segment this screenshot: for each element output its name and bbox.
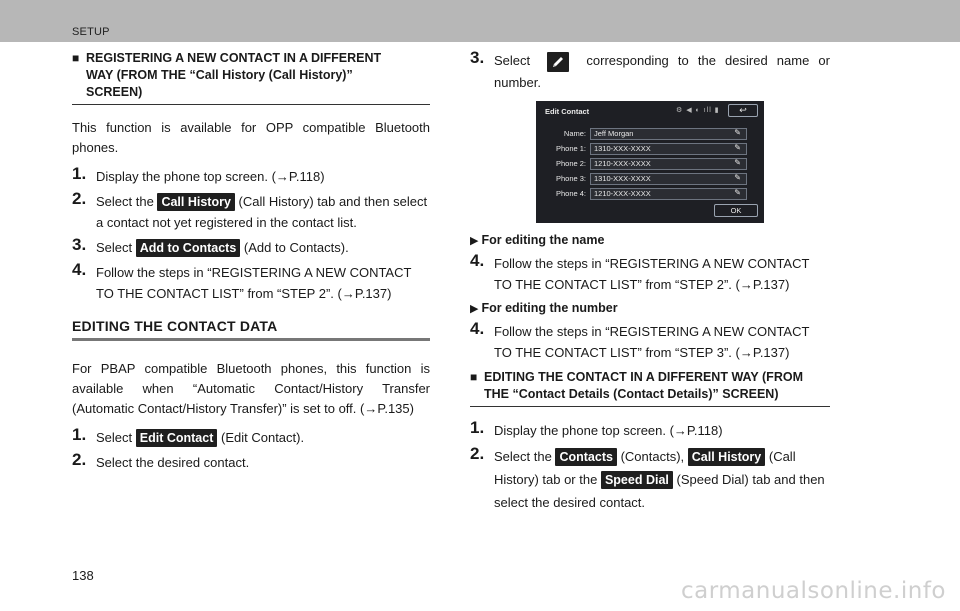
number-subhead: ▶ For editing the number: [470, 300, 618, 315]
header-bar: [0, 0, 960, 42]
page-number: 138: [72, 568, 94, 583]
step-a2: 2. Select the Call History (Call History) tab and then select a contact not yet registered in the contact list.: [72, 189, 428, 230]
subheading-edit-from-details: ■ EDITING THE CONTACT IN A DIFFERENT WAY (FROM THE “Contact Details (Contact Details)” SCREEN): [470, 369, 830, 407]
intro-paragraph: This function is available for OPP compatible Bluetooth phones.: [72, 120, 430, 155]
step-a3: 3. Select Add to Contacts (Add to Contacts).: [72, 235, 349, 255]
contacts-button-label: Contacts: [555, 448, 616, 466]
step-b1: 1. Select Edit Contact (Edit Contact).: [72, 425, 305, 445]
edit-pencil-icon[interactable]: ✎: [734, 187, 741, 197]
step-a1: 1. Display the phone top screen. (→P.118): [72, 164, 325, 184]
screen-row-phone4[interactable]: Phone 4: 1210-XXX-XXXX ✎: [544, 188, 744, 200]
edit-pencil-icon[interactable]: ✎: [734, 172, 741, 182]
right-column: [470, 50, 830, 518]
call-history-button-label: Call History: [157, 193, 234, 211]
edit-pencil-icon[interactable]: ✎: [734, 142, 741, 152]
step-a4: 4. Follow the steps in “REGISTERING A NEW CONTACT TO THE CONTACT LIST” from “STEP 2”. (→P.137): [72, 260, 412, 301]
screen-row-name[interactable]: Name: Jeff Morgan ✎: [544, 128, 744, 140]
status-icons: ⚙ ◀ ◐ ıll ▮: [676, 106, 720, 114]
call-history-button-label: Call History: [688, 448, 765, 466]
left-column: [72, 50, 430, 477]
triangle-right-icon: ▶: [470, 234, 479, 247]
screen-row-phone3[interactable]: Phone 3: 1310-XXX-XXXX ✎: [544, 173, 744, 185]
ok-button[interactable]: OK: [714, 204, 758, 217]
edit-contact-button-label: Edit Contact: [136, 429, 218, 447]
step-r4-name: 4. Follow the steps in “REGISTERING A NEW CONTACT TO THE CONTACT LIST” from “STEP 2”. (→P.137): [470, 250, 810, 292]
screen-title: Edit Contact: [545, 106, 590, 116]
step-c1: 1. Display the phone top screen. (→P.118): [470, 417, 723, 438]
step-r3: 3. Select corresponding to the desired name or number.: [470, 48, 830, 90]
section-label: SETUP: [72, 26, 110, 38]
pencil-icon: [547, 52, 569, 72]
edit-contact-screen: [536, 101, 764, 223]
add-to-contacts-button-label: Add to Contacts: [136, 239, 241, 257]
speed-dial-button-label: Speed Dial: [601, 471, 673, 489]
name-subhead: ▶ For editing the name: [470, 232, 605, 247]
square-bullet-icon: ■: [72, 51, 80, 65]
edit-pencil-icon[interactable]: ✎: [734, 127, 741, 137]
screen-row-phone2[interactable]: Phone 2: 1210-XXX-XXXX ✎: [544, 158, 744, 170]
square-bullet-icon: ■: [470, 369, 478, 384]
back-icon[interactable]: ↩: [728, 104, 758, 117]
triangle-right-icon: ▶: [470, 302, 479, 315]
section-intro: For PBAP compatible Bluetooth phones, this function is available when “Automatic Contact/History Transfer (Automatic Contact/History Transfer)” is set to off. (→P.135): [72, 361, 430, 416]
subheading-register-from-history: ■ REGISTERING A NEW CONTACT IN A DIFFERENT WAY (FROM THE “Call History (Call History)” SCREEN): [72, 50, 430, 105]
watermark: carmanualsonline.info: [680, 578, 946, 604]
step-b2: 2. Select the desired contact.: [72, 450, 250, 470]
step-r4-number: 4. Follow the steps in “REGISTERING A NEW CONTACT TO THE CONTACT LIST” from “STEP 3”. (→P.137): [470, 318, 810, 360]
section-title: EDITING THE CONTACT DATA: [72, 318, 430, 341]
step-c2: 2. Select the Contacts (Contacts), Call History (Call History) tab or the Speed Dial (Speed Dial) tab and then select the desired contact.: [470, 443, 825, 510]
edit-pencil-icon[interactable]: ✎: [734, 157, 741, 167]
screen-row-phone1[interactable]: Phone 1: 1310-XXX-XXXX ✎: [544, 143, 744, 155]
